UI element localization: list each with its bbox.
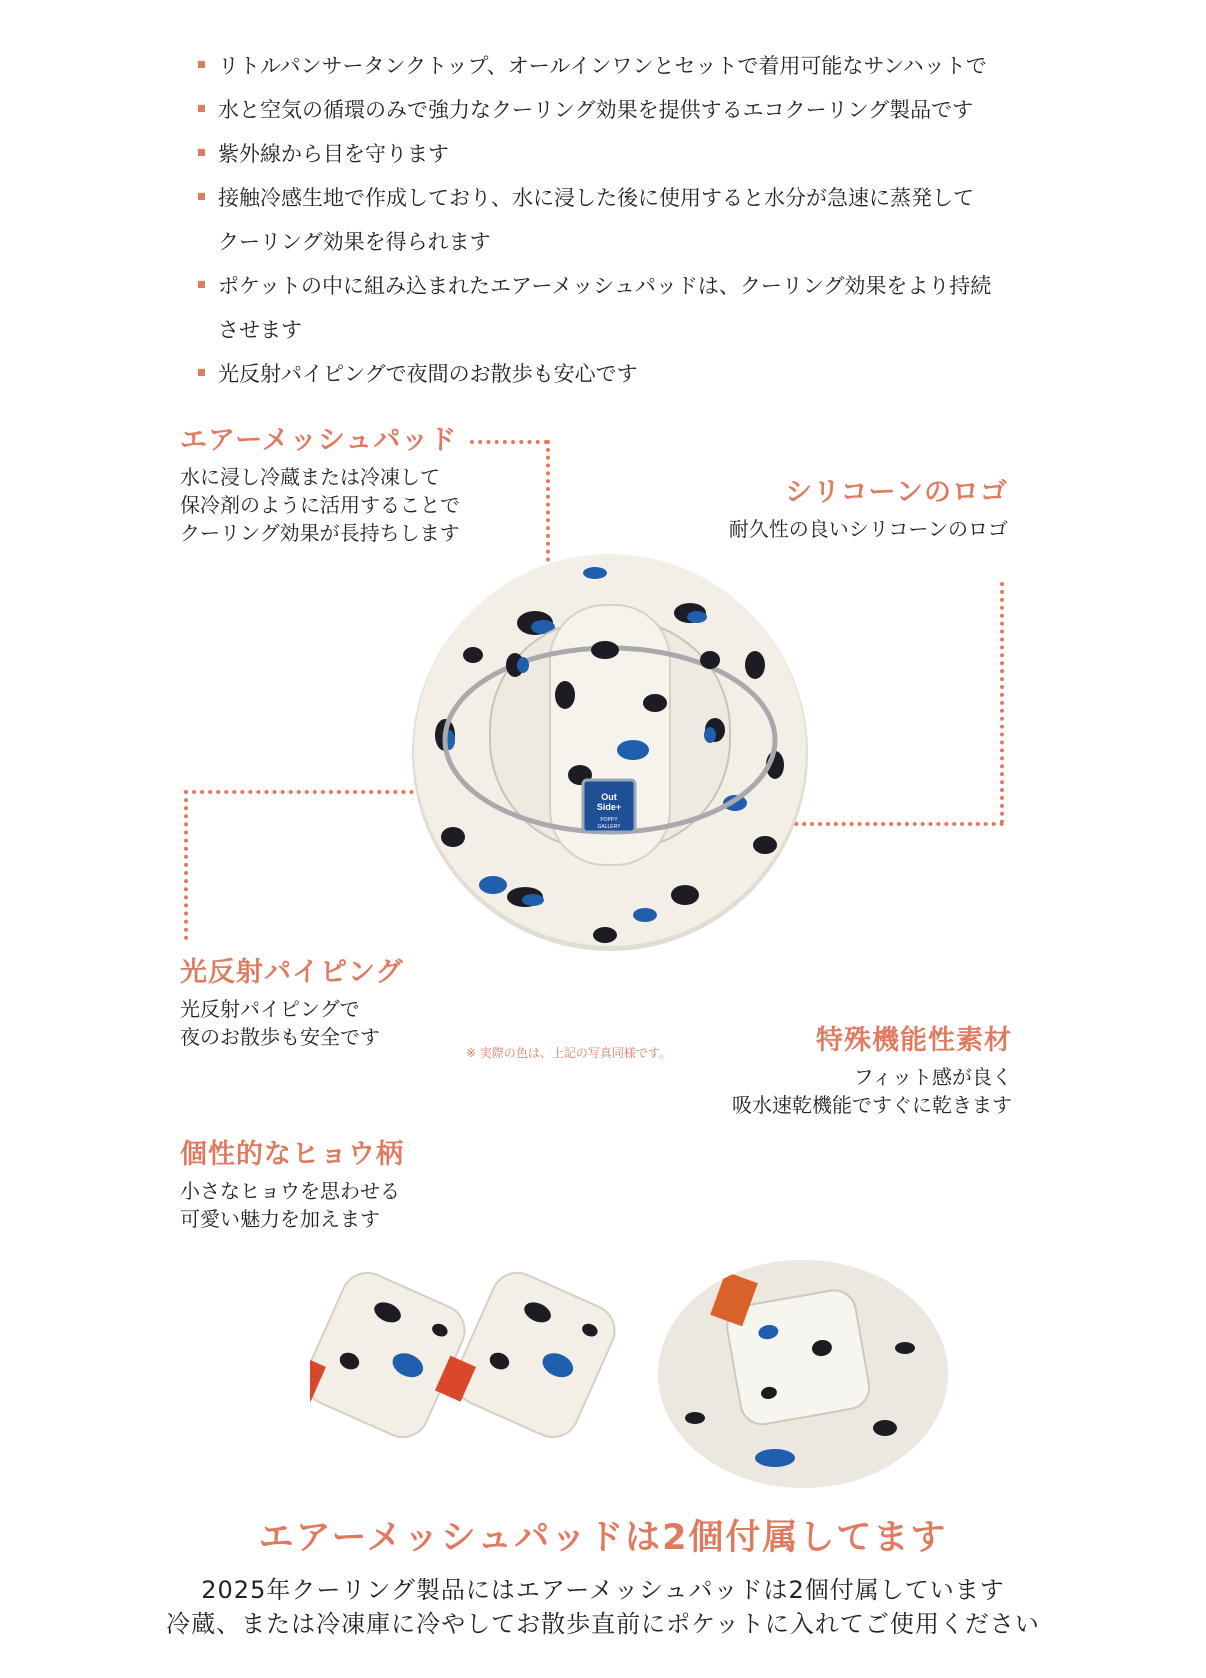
callout-title: 特殊機能性素材 xyxy=(816,1025,1012,1056)
badge-text: Out xyxy=(601,792,617,802)
feature-bullet-list xyxy=(196,44,1066,396)
bullet-item: 水と空気の循環のみで強力なクーリング効果を提供するエコクーリング製品です xyxy=(196,88,1066,132)
badge-text: GALLERY xyxy=(597,824,621,830)
bullet-item: ポケットの中に組み込まれたエアーメッシュパッドは、クーリング効果をより持続 させます xyxy=(196,264,1066,352)
callout-air-mesh xyxy=(180,418,460,547)
leader-line xyxy=(184,790,188,940)
callout-reflective-piping xyxy=(180,950,403,1051)
leader-line xyxy=(1000,582,1004,824)
bullet-item: 光反射パイピングで夜間のお散歩も安心です xyxy=(196,352,1066,396)
bottom-description-line: 2025年クーリング製品にはエアーメッシュパッドは2個付属しています xyxy=(201,1576,1005,1604)
bullet-item: 紫外線から目を守ります xyxy=(196,132,1066,176)
color-note: ※ 実際の色は、上記の写真同様です。 xyxy=(466,1046,671,1060)
air-mesh-pads-image xyxy=(310,1255,630,1475)
callout-silicone-logo xyxy=(640,470,1008,543)
callout-title: シリコーンのロゴ xyxy=(785,477,1008,508)
pocket-closeup-image xyxy=(655,1258,951,1490)
bullet-item: リトルパンサータンクトップ、オールインワンとセットで着用可能なサンハットで xyxy=(196,44,1066,88)
callout-description: 耐久性の良いシリコーンのロゴ xyxy=(728,517,1008,541)
callout-description: フィット感が良く 吸水速乾機能ですぐに乾きます xyxy=(732,1065,1012,1117)
callout-description: 光反射パイピングで 夜のお散歩も安全です xyxy=(180,997,380,1049)
leader-line xyxy=(470,440,548,444)
bucket-hat-image xyxy=(405,545,815,955)
callout-title: エアーメッシュパッド xyxy=(180,425,458,456)
callout-description: 水に浸し冷蔵または冷凍して 保冷剤のように活用することで クーリング効果が長持ちします xyxy=(180,465,460,545)
bullet-item: 接触冷感生地で作成しており、水に浸した後に使用すると水分が急速に蒸発して クーリング効果を得られます xyxy=(196,176,1066,264)
callout-description: 小さなヒョウを思わせる 可愛い魅力を加えます xyxy=(180,1179,400,1231)
badge-text: Side+ xyxy=(596,802,622,812)
bottom-description-line: 冷蔵、または冷凍庫に冷やしてお散歩直前にポケットに入れてご使用ください xyxy=(166,1610,1040,1638)
callout-leopard-pattern xyxy=(180,1132,404,1233)
callout-title: 光反射パイピング xyxy=(180,957,404,988)
bottom-title: エアーメッシュパッドは2個付属してます xyxy=(258,1518,948,1558)
callout-title: 個性的なヒョウ柄 xyxy=(180,1139,404,1170)
badge-text: POPPY xyxy=(600,817,618,823)
callout-special-material xyxy=(660,1018,1012,1119)
